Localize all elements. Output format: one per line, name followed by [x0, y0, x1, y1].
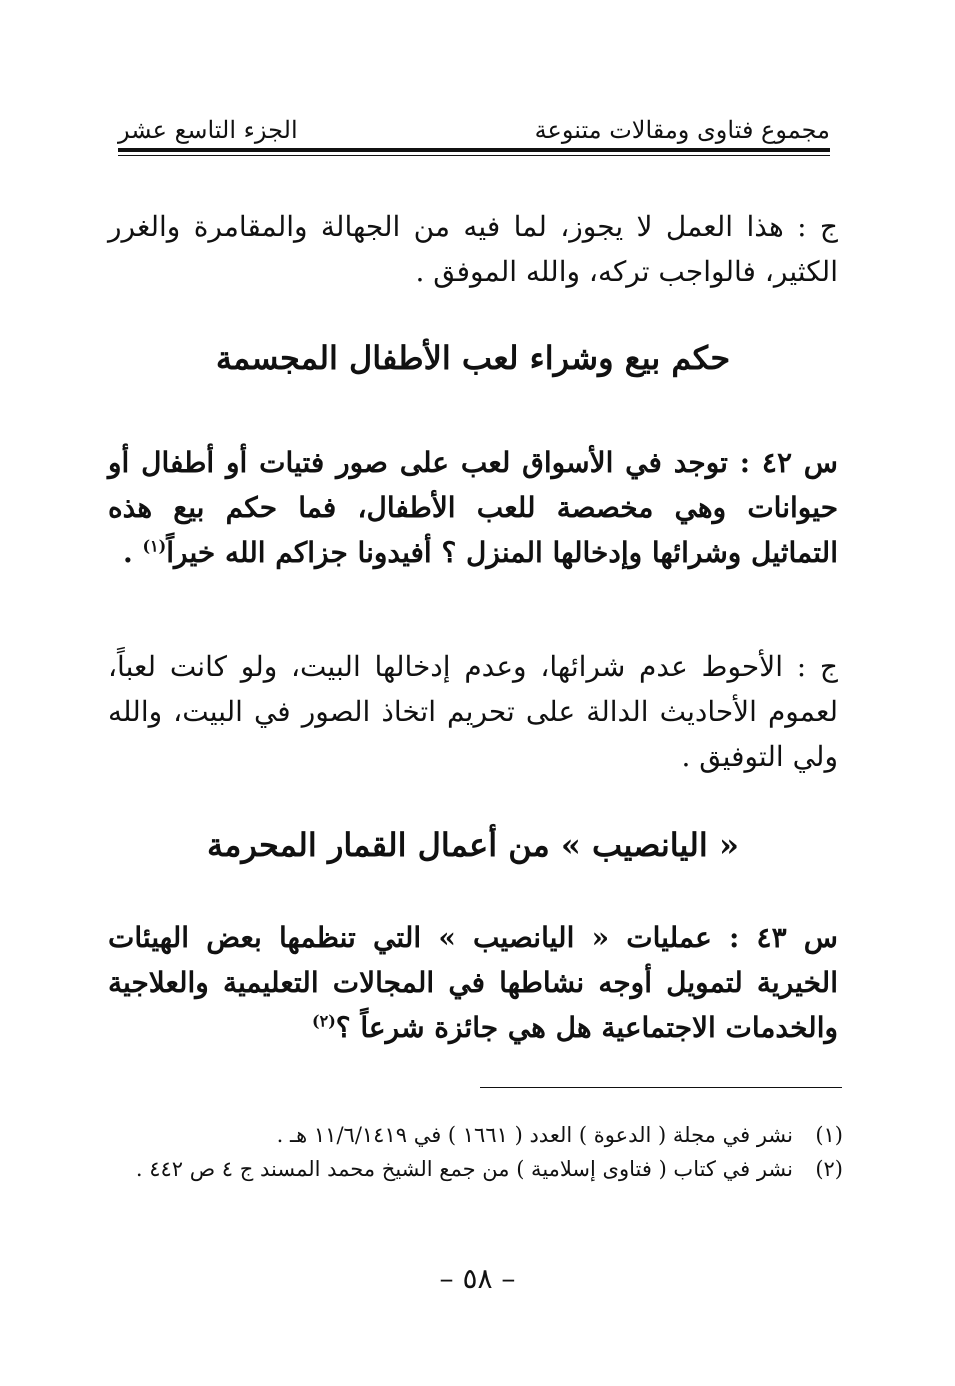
footnotes [108, 1118, 843, 1186]
footnote-item [108, 1152, 843, 1186]
header-rule-thin [118, 155, 830, 156]
footnote-reference: (١) [142, 536, 167, 556]
footnote-separator [480, 1087, 842, 1088]
page-number: – ٥٨ – [439, 1262, 516, 1295]
header-rule-thick [118, 148, 830, 152]
footnote-number: (١) [815, 1123, 843, 1147]
section-heading: حكم بيع وشراء لعب الأطفال المجسمة [215, 339, 731, 377]
footnote-item [108, 1118, 843, 1152]
section-heading: « اليانصيب » من أعمال القمار المحرمة [207, 826, 739, 864]
question-paragraph [108, 915, 838, 1050]
question-text: س ٤٣ : عمليات « اليانصيب » التي تنظمها بعض الهيئات الخيرية لتمويل أوجه نشاطها في المجالات التعليمية والعلاجية والخدمات الاجتماعية هل هي جائزة شرعاً ؟ [108, 921, 838, 1044]
book-title: مجموع فتاوى ومقالات متنوعة [534, 116, 830, 144]
running-header [118, 112, 830, 152]
question-end-mark: . [122, 536, 133, 569]
volume-label: الجزء التاسع عشر [118, 116, 298, 144]
question-text: س ٤٢ : توجد في الأسواق لعب على صور فتيات أو أطفال أو حيوانات وهي مخصصة للعب الأطفال، فما حكم بيع هذه التماثيل وشرائها وإدخالها المنزل ؟ أفيدونا جزاكم الله خيراً [108, 446, 838, 569]
footnote-text: نشر في كتاب ( فتاوى إسلامية ) من جمع الشيخ محمد المسند ج ٤ ص ٤٤٢ . [135, 1157, 793, 1181]
footnote-reference: (٢) [312, 1011, 336, 1031]
question-paragraph [108, 440, 838, 575]
footnote-number: (٢) [815, 1157, 843, 1181]
footnote-text: نشر في مجلة ( الدعوة ) العدد ( ١٦٦١ ) في ١١/٦/١٤١٩ هـ . [276, 1123, 793, 1147]
answer-paragraph: ج : هذا العمل لا يجوز، لما فيه من الجهالة والمقامرة والغرر الكثير، فالواجب تركه، والله الموفق . [108, 210, 838, 288]
answer-paragraph: ج : الأحوط عدم شرائها، وعدم إدخالها البيت، ولو كانت لعباً، لعموم الأحاديث الدالة على تحريم اتخاذ الصور في البيت، والله ولي التوفيق . [108, 650, 838, 773]
